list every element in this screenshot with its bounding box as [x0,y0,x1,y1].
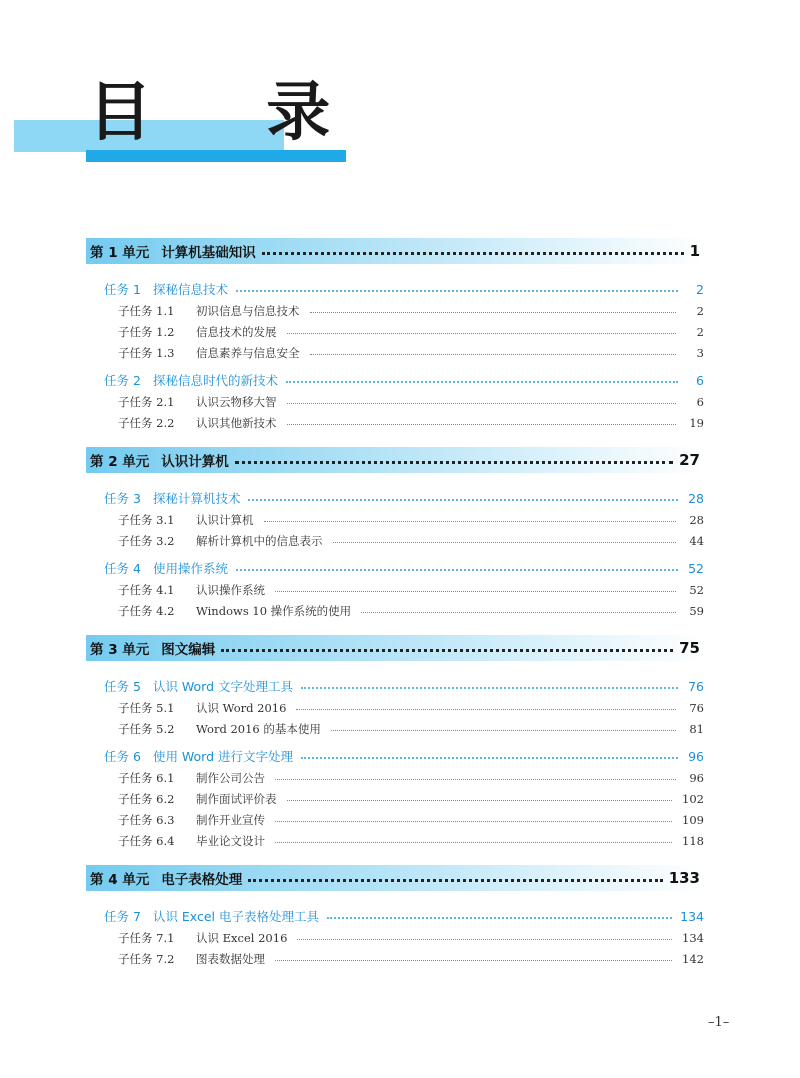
dot-leader [296,709,676,710]
dot-leader [221,649,673,652]
subtask-row[interactable] [86,718,704,739]
dot-leader [327,917,672,919]
dot-leader [275,842,672,843]
subtask-title: Word 2016 的基本使用 [196,721,321,736]
subtask-title: 认识云物移大智 [196,394,277,409]
unit-row[interactable] [86,447,704,473]
subtask-page: 3 [696,345,704,360]
task-number: 任务 6 [104,749,141,764]
dot-leader [236,569,678,571]
unit-row[interactable] [86,238,704,264]
task-page: 28 [688,490,704,506]
subtask-page: 6 [696,394,704,409]
task-row[interactable] [86,557,704,579]
dot-leader [361,612,676,613]
subtask-number: 子任务 1.2 [118,324,175,339]
subtask-page: 102 [682,791,704,806]
unit-number: 第 4 单元 [90,872,150,888]
unit-title: 认识计算机 [161,454,229,470]
subtask-number: 子任务 5.2 [118,721,175,736]
task-title: 使用 Word 进行文字处理 [152,749,294,764]
unit-row[interactable] [86,865,704,891]
subtask-title: 图表数据处理 [196,951,265,966]
subtask-title: Windows 10 操作系统的使用 [196,603,352,618]
subtask-row[interactable] [86,300,704,321]
unit-page: 1 [689,242,700,260]
subtask-row[interactable] [86,412,704,433]
page-title: 目 录 [88,75,377,150]
subtask-title: 信息素养与信息安全 [196,345,300,360]
subtask-page: 76 [689,700,704,715]
subtask-number: 子任务 5.1 [118,700,175,715]
subtask-number: 子任务 6.1 [118,770,175,785]
subtask-title: 制作公司公告 [196,770,265,785]
dot-leader [275,960,672,961]
dot-leader [310,312,677,313]
subtask-row[interactable] [86,321,704,342]
subtask-number: 子任务 6.3 [118,812,175,827]
spacer [86,891,704,903]
subtask-title: 制作面试评价表 [196,791,277,806]
task-row[interactable] [86,675,704,697]
dot-leader [275,821,672,822]
dot-leader [262,252,684,255]
subtask-number: 子任务 2.2 [118,415,175,430]
subtask-number: 子任务 2.1 [118,394,175,409]
subtask-page: 134 [682,930,704,945]
unit-page: 27 [679,451,700,469]
unit-row[interactable] [86,635,704,661]
dot-leader [331,730,676,731]
subtask-title: 制作开业宣传 [196,812,265,827]
subtask-page: 81 [689,721,704,736]
subtask-page: 44 [689,533,704,548]
dot-leader [297,939,672,940]
dot-leader [275,779,676,780]
subtask-page: 118 [682,833,704,848]
subtask-title: 认识 Excel 2016 [196,930,288,945]
task-number: 任务 1 [104,282,141,297]
subtask-row[interactable] [86,809,704,830]
task-page: 76 [688,678,704,694]
dot-leader [287,800,673,801]
title-band-dark [86,150,346,162]
dot-leader [235,461,673,464]
subtask-number: 子任务 6.2 [118,791,175,806]
task-number: 任务 2 [104,373,141,388]
unit-page: 75 [679,639,700,657]
dot-leader [287,333,677,334]
subtask-title: 认识计算机 [196,512,254,527]
dot-leader [275,591,676,592]
dot-leader [286,381,678,383]
unit-title: 计算机基础知识 [161,245,256,261]
spacer [86,473,704,485]
task-page: 6 [696,372,704,388]
subtask-row[interactable] [86,530,704,551]
subtask-page: 142 [682,951,704,966]
subtask-number: 子任务 3.2 [118,533,175,548]
subtask-page: 2 [696,303,704,318]
task-row[interactable] [86,905,704,927]
subtask-number: 子任务 7.2 [118,951,175,966]
subtask-title: 认识其他新技术 [196,415,277,430]
task-title: 认识 Word 文字处理工具 [152,679,294,694]
subtask-page: 2 [696,324,704,339]
subtask-row[interactable] [86,927,704,948]
subtask-row[interactable] [86,788,704,809]
subtask-page: 19 [689,415,704,430]
subtask-number: 子任务 3.1 [118,512,175,527]
task-row[interactable] [86,278,704,300]
dot-leader [248,879,662,882]
unit-number: 第 3 单元 [90,642,150,658]
dot-leader [236,290,678,292]
task-row[interactable] [86,487,704,509]
task-number: 任务 4 [104,561,141,576]
task-number: 任务 7 [104,909,141,924]
subtask-page: 96 [689,770,704,785]
subtask-row[interactable] [86,579,704,600]
subtask-title: 认识 Word 2016 [196,700,287,715]
spacer [86,661,704,673]
unit-title: 图文编辑 [161,642,216,658]
subtask-number: 子任务 6.4 [118,833,175,848]
subtask-page: 109 [682,812,704,827]
subtask-title: 认识操作系统 [196,582,265,597]
task-row[interactable] [86,745,704,767]
subtask-row[interactable] [86,391,704,412]
task-title: 探秘信息时代的新技术 [152,373,278,388]
dot-leader [333,542,677,543]
task-number: 任务 3 [104,491,141,506]
subtask-row[interactable] [86,342,704,363]
unit-number: 第 1 单元 [90,245,150,261]
task-title: 使用操作系统 [152,561,228,576]
subtask-number: 子任务 7.1 [118,930,175,945]
subtask-title: 信息技术的发展 [196,324,277,339]
dot-leader [310,354,677,355]
task-page: 2 [696,281,704,297]
subtask-number: 子任务 1.3 [118,345,175,360]
task-number: 任务 5 [104,679,141,694]
subtask-row[interactable] [86,600,704,621]
task-page: 52 [688,560,704,576]
task-page: 134 [680,908,704,924]
subtask-row[interactable] [86,509,704,530]
page-number: –1– [708,1015,730,1030]
subtask-title: 初识信息与信息技术 [196,303,300,318]
subtask-number: 子任务 1.1 [118,303,175,318]
dot-leader [287,424,677,425]
table-of-contents [86,238,704,969]
unit-page: 133 [668,869,700,887]
subtask-title: 毕业论文设计 [196,833,265,848]
dot-leader [248,499,678,501]
task-page: 96 [688,748,704,764]
subtask-row[interactable] [86,767,704,788]
subtask-row[interactable] [86,830,704,851]
unit-title: 电子表格处理 [161,872,243,888]
subtask-page: 59 [689,603,704,618]
subtask-number: 子任务 4.1 [118,582,175,597]
task-title: 认识 Excel 电子表格处理工具 [152,909,319,924]
dot-leader [287,403,677,404]
subtask-title: 解析计算机中的信息表示 [196,533,323,548]
subtask-row[interactable] [86,948,704,969]
task-title: 探秘信息技术 [152,282,228,297]
dot-leader [301,687,678,689]
task-row[interactable] [86,369,704,391]
dot-leader [264,521,677,522]
spacer [86,264,704,276]
subtask-row[interactable] [86,697,704,718]
subtask-page: 28 [689,512,704,527]
subtask-page: 52 [689,582,704,597]
dot-leader [301,757,678,759]
task-title: 探秘计算机技术 [152,491,241,506]
subtask-number: 子任务 4.2 [118,603,175,618]
unit-number: 第 2 单元 [90,454,150,470]
